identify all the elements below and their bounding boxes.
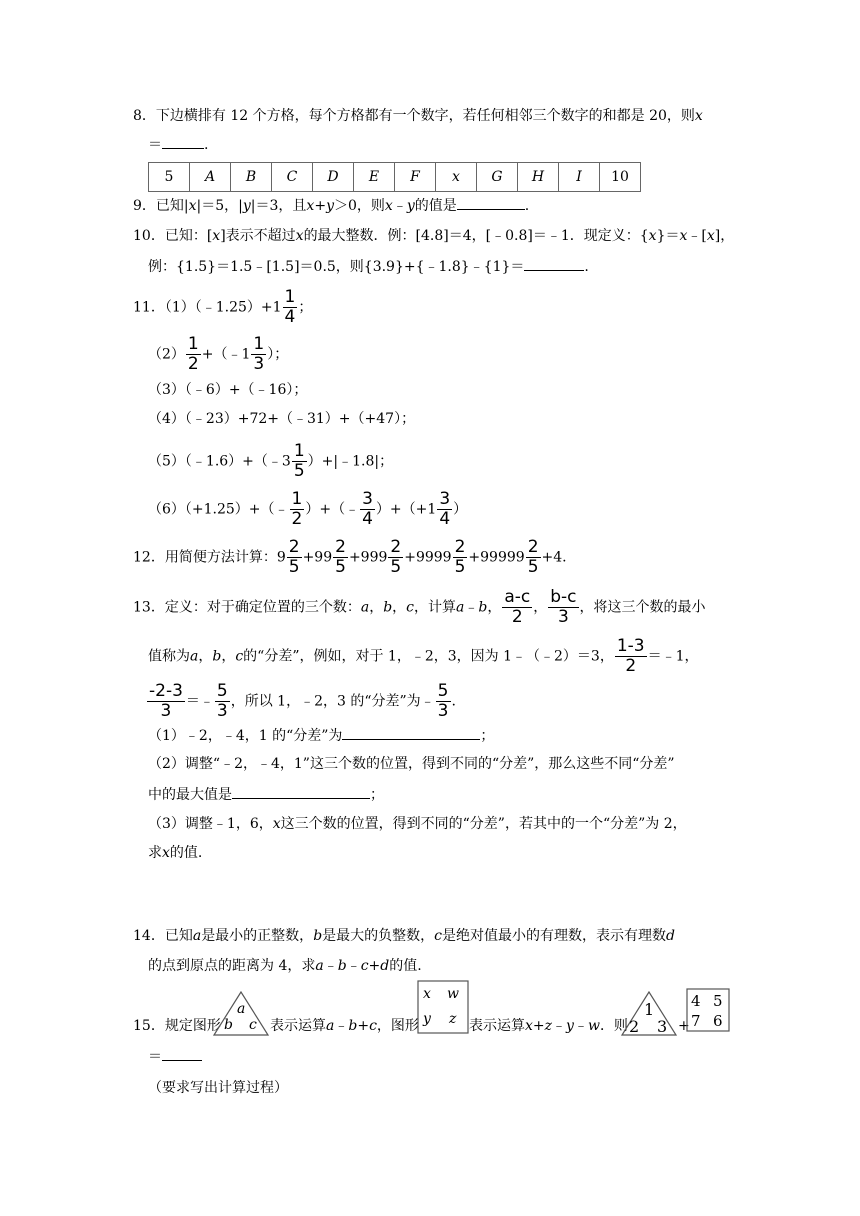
q11-part2: （2） $\frac{1}{2}$ +（﹣1 $\frac{1}{3}$ ）；	[148, 334, 289, 374]
tri-letter-c: c	[249, 1017, 257, 1033]
q11-part4: （4）（﹣23）+72+（﹣31）+（+47）；	[148, 411, 416, 427]
grid-cell: x	[436, 163, 477, 192]
fraction: $\frac{2}{5}$	[527, 537, 539, 577]
grid-cell: I	[559, 163, 600, 192]
q13-line3: $\frac{-2-3}{3}$ ＝﹣ $\frac{5}{3}$ ，所以 1，﹣2，3 的“分差”为﹣ $\frac{5}{3}$ .	[149, 681, 456, 721]
sq-letter-z: z	[449, 1011, 457, 1027]
sq-letter-x: x	[423, 986, 431, 1002]
q15-note: （要求写出计算过程）	[148, 1080, 288, 1096]
fraction: $\frac{2}{5}$	[390, 537, 402, 577]
q15-answer-blank	[162, 1046, 202, 1061]
grid-cell: 5	[149, 163, 190, 192]
q9-line: 9．已知|x|＝5，|y|＝3，且x+y＞0，则x﹣y的值是 .	[133, 195, 529, 216]
grid-cell: 10	[600, 163, 641, 192]
q13-sub3-line2: 求x的值.	[148, 845, 203, 861]
fraction: $\frac{5}{3}$	[216, 681, 228, 721]
tri-number-3: 3	[657, 1017, 668, 1036]
grid-cell: B	[231, 163, 272, 192]
fraction: $\frac{3}{4}$	[439, 489, 451, 529]
q15-line2: ＝	[148, 1046, 202, 1067]
sq-number-7: 7	[691, 1012, 701, 1030]
sq-letter-y: y	[423, 1011, 431, 1027]
q13-sub3-line1: （3）调整﹣1，6，x这三个数的位置，得到不同的“分差”，若其中的一个“分差”为 2，	[148, 816, 687, 832]
q13-line2: 值称为a，b，c的“分差”，例如，对于 1，﹣2，3，因为 1﹣（﹣2）＝3， $\frac{1-3}{2}$ ＝﹣1，	[148, 636, 699, 676]
grid-cell: H	[518, 163, 559, 192]
fraction: $\frac{a-c}{2}$	[504, 587, 531, 627]
tri-letter-b: b	[224, 1017, 233, 1033]
q12-line: 12．用简便方法计算：9 $\frac{2}{5}$ +99 $\frac{2}{5}$ +999 $\frac{2}{5}$ +9999 $\frac{2}{5}$ +99999 $\frac{2}{5}$ +4.	[133, 537, 567, 577]
fraction: $\frac{-2-3}{3}$	[149, 681, 183, 721]
q13-sub1: （1）﹣2，﹣4，1 的“分差”为 ；	[148, 725, 494, 746]
q13-answer-blank-2	[232, 784, 370, 799]
fraction: $\frac{5}{3}$	[437, 681, 449, 721]
q8-line2: ＝ .	[148, 134, 208, 155]
tri-number-1: 1	[644, 1000, 655, 1019]
sq-number-4: 4	[691, 992, 701, 1010]
sq-number-6: 6	[713, 1012, 723, 1030]
q15-plus: +	[678, 1018, 690, 1034]
q15-line1-a: 15．规定图形	[133, 1018, 221, 1034]
fraction: $\frac{2}{5}$	[288, 537, 300, 577]
fraction: $\frac{b-c}{3}$	[550, 587, 577, 627]
fraction: $\frac{1}{4}$	[284, 287, 296, 327]
q9-answer-blank	[457, 195, 525, 210]
fraction: $\frac{2}{5}$	[335, 537, 346, 577]
fraction: $\frac{2}{5}$	[454, 537, 466, 577]
grid-cell: D	[313, 163, 354, 192]
q14-line1: 14．已知a是最小的正整数，b是最大的负整数，c是绝对值最小的有理数，表示有理数d	[133, 928, 675, 944]
q13-sub2-line2: 中的最大值是 ；	[148, 784, 384, 805]
q11-part3: （3）（﹣6）+（﹣16）；	[148, 382, 308, 398]
q10-answer-blank	[524, 256, 584, 271]
tri-letter-a: a	[237, 1001, 246, 1017]
q11-part6: （6）（+1.25）+（﹣ $\frac{1}{2}$ ）+（﹣ $\frac{3}{4}$ ）+（+1 $\frac{3}{4}$ ）	[148, 489, 468, 529]
q14-line2: 的点到原点的距离为 4，求a﹣b﹣c+d的值.	[148, 958, 422, 974]
triangle-abc-figure	[212, 990, 270, 1038]
q13-line1: 13．定义：对于确定位置的三个数：a，b，c，计算a﹣b， $\frac{a-c}{2}$ ， $\frac{b-c}{3}$ ，将这三个数的最小	[133, 587, 706, 627]
q11-part5: （5）（﹣1.6）+（﹣3 $\frac{1}{5}$ ）+|﹣1.8|；	[148, 441, 394, 481]
fraction: $\frac{1}{2}$	[187, 334, 199, 374]
grid-cell: G	[477, 163, 518, 192]
q10-line2: 例：{1.5}＝1.5﹣[1.5]＝0.5，则{3.9}+{﹣1.8}﹣{1}＝ .	[148, 256, 589, 277]
sq-letter-w: w	[447, 986, 459, 1002]
grid-cell: E	[354, 163, 395, 192]
tri-number-2: 2	[629, 1017, 640, 1036]
fraction: $\frac{1}{3}$	[253, 334, 265, 374]
triangle-123-figure	[620, 990, 678, 1038]
fraction: $\frac{1}{5}$	[293, 441, 305, 481]
sq-number-5: 5	[713, 992, 723, 1010]
q13-answer-blank-1	[342, 725, 480, 740]
q11-part1: 11．（1）（﹣1.25）+1 $\frac{1}{4}$ ；	[133, 287, 313, 327]
q15-line1-b: 表示运算a﹣b+c，图形	[270, 1018, 419, 1034]
grid-cell: C	[272, 163, 313, 192]
fraction: $\frac{1}{2}$	[291, 489, 303, 529]
q13-sub2-line1: （2）调整“﹣2，﹣4，1”这三个数的位置，得到不同的“分差”，那么这些不同“分差”	[148, 756, 675, 772]
grid-cell: F	[395, 163, 436, 192]
q10-line1: 10．已知：[x]表示不超过x的最大整数．例：[4.8]＝4，[﹣0.8]＝﹣1．现定义：{x}＝x﹣[x]，	[133, 228, 735, 244]
square-4576-figure	[686, 988, 730, 1032]
square-xwyz-figure	[417, 980, 469, 1034]
fraction: $\frac{1-3}{2}$	[616, 636, 645, 676]
q15-line1-c: 表示运算x+z﹣y﹣w．则	[469, 1018, 628, 1034]
q8-line1: 8．下边横排有 12 个方格，每个方格都有一个数字，若任何相邻三个数字的和都是 20，则x	[133, 108, 703, 124]
grid-cell: A	[190, 163, 231, 192]
q8-number-grid	[148, 162, 641, 192]
q8-answer-blank	[162, 134, 204, 149]
fraction: $\frac{3}{4}$	[362, 489, 373, 529]
